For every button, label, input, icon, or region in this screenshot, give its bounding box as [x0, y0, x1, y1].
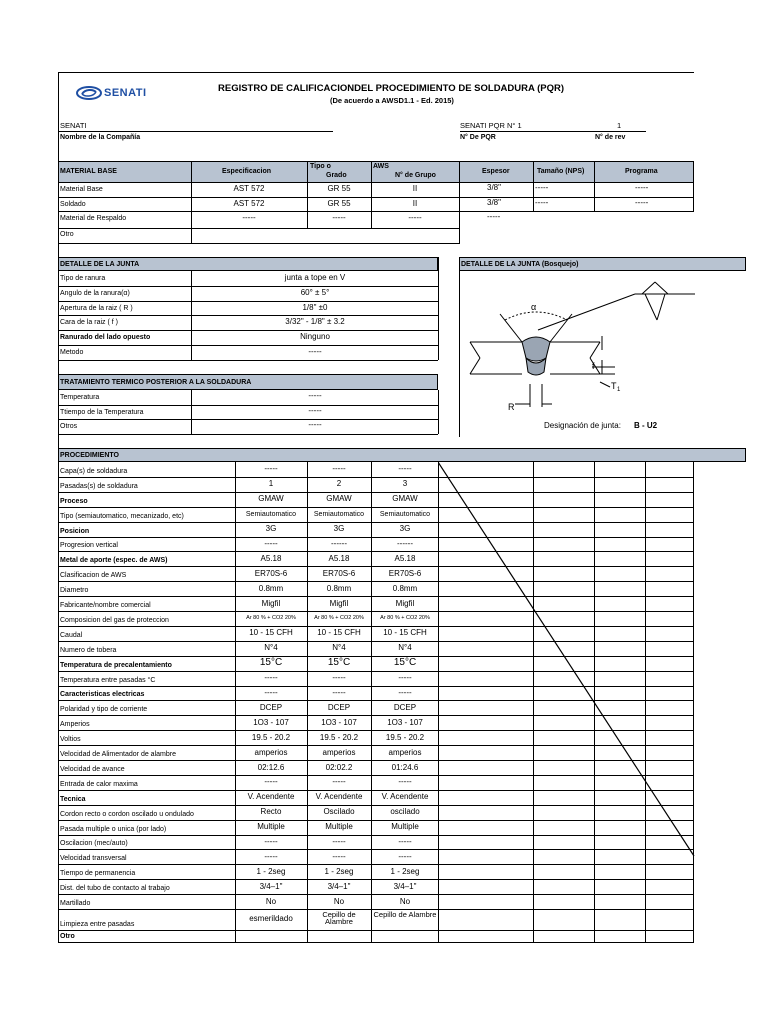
procedure-value: A5.18: [260, 554, 282, 563]
procedure-value: -----: [398, 673, 412, 682]
procedure-value: -----: [264, 777, 278, 786]
procedure-value: Migfil: [261, 599, 281, 608]
designation-label: Designación de junta:: [544, 421, 621, 430]
material-grade: GR 55: [327, 199, 351, 208]
aws-header-2: N° de Grupo: [395, 172, 436, 179]
procedure-value: amperios: [388, 748, 422, 757]
pwht-row-value: -----: [308, 406, 322, 415]
procedure-value: Cepillo de Alambre: [373, 910, 437, 919]
procedure-value: -----: [332, 777, 346, 786]
procedure-value: Semiautomatico: [245, 511, 297, 518]
joint-row-label: Angulo de la ranura(α): [60, 290, 130, 297]
procedure-value: ER70S-6: [254, 569, 288, 578]
procedure-row-label: Voltios: [60, 736, 81, 743]
procedure-row-label: Diametro: [60, 587, 89, 594]
procedure-value: No: [399, 897, 411, 906]
material-nps: -----: [535, 183, 549, 192]
procedure-value: Multiple: [391, 822, 419, 831]
procedure-value: 19.5 - 20.2: [385, 733, 425, 742]
pwht-row-line: [58, 405, 438, 406]
procedure-value: GMAW: [392, 494, 418, 503]
procedure-value: N°4: [398, 643, 412, 652]
joint-row-value: -----: [308, 347, 322, 356]
procedure-value: 15°C: [393, 657, 417, 668]
procedure-row-label: Numero de tobera: [60, 647, 117, 654]
procedure-row-label: Proceso: [60, 498, 88, 505]
procedure-value: DCEP: [393, 703, 417, 712]
procedure-value: -----: [264, 852, 278, 861]
sketch-r: R: [508, 402, 515, 412]
company-value: SENATI: [60, 121, 87, 130]
joint-row-line: [58, 301, 438, 302]
material-group: -----: [408, 213, 422, 222]
procedure-value: Cepillo de Alambre: [322, 910, 356, 927]
procedure-value: -----: [332, 837, 346, 846]
procedure-value: 1 - 2seg: [256, 867, 286, 876]
senati-logo-icon: [76, 86, 102, 100]
procedure-value: -----: [398, 777, 412, 786]
procedure-value: 1 - 2seg: [390, 867, 420, 876]
pwht-row-label: Otros: [60, 423, 78, 430]
procedure-value: 1O3 - 107: [387, 718, 423, 727]
procedure-value: Oscilado: [323, 807, 355, 816]
pwht-row-value: -----: [308, 391, 322, 400]
procedure-value: 02:12.6: [257, 763, 285, 772]
grade-header-1: Tipo o: [310, 163, 331, 170]
material-row-label: Material Base: [60, 186, 103, 193]
material-spec: AST 572: [233, 199, 265, 208]
joint-sketch: [460, 272, 700, 422]
procedure-row-line: [58, 879, 694, 880]
procedure-value: ------: [397, 539, 413, 548]
pqr-label: N° De PQR: [460, 134, 496, 141]
procedure-value: V. Acendente: [381, 792, 429, 801]
procedure-row-label: Progresion vertical: [60, 542, 118, 549]
procedure-value: V. Acendente: [247, 792, 295, 801]
procedure-row-label: Velocidad de avance: [60, 766, 125, 773]
procedure-row-line: [58, 930, 694, 931]
procedure-row-label: Capa(s) de soldadura: [60, 468, 128, 475]
procedure-value: 0.8mm: [258, 584, 284, 593]
designation-value: B - U2: [634, 421, 658, 430]
procedure-row-label: Caudal: [60, 632, 83, 639]
procedure-value: 2: [336, 479, 342, 488]
procedure-value: -----: [332, 464, 346, 473]
grade-header-2: Grado: [326, 172, 347, 179]
procedure-value: -----: [332, 688, 346, 697]
procedure-row-label: Polaridad y tipo de corriente: [60, 706, 148, 713]
procedure-value: -----: [332, 673, 346, 682]
procedure-value: 0.8mm: [392, 584, 418, 593]
procedure-value: 19.5 - 20.2: [319, 733, 359, 742]
procedure-row-label: Amperios: [60, 721, 90, 728]
joint-row-line: [58, 315, 438, 316]
procedure-value: -----: [264, 673, 278, 682]
procedure-row-label: Velocidad transversal: [60, 855, 127, 862]
sketch-t: T: [611, 381, 617, 391]
pwht-row-value: -----: [308, 420, 322, 429]
procedure-value: Ar 80 % + CO2 20%: [314, 615, 364, 621]
procedure-value: N°4: [264, 643, 278, 652]
material-spec: -----: [242, 213, 256, 222]
procedure-row-label: Tecnica: [60, 796, 86, 803]
procedure-row-label: Otro: [60, 933, 75, 940]
procedure-value: 3/4–1": [393, 882, 417, 891]
procedure-row-label: Tiempo de permanencia: [60, 870, 136, 877]
procedure-value: N°4: [332, 643, 346, 652]
joint-row-value: 60° ± 5°: [300, 288, 330, 297]
joint-row-line: [58, 360, 438, 361]
procedure-row-label: Temperatura entre pasadas °C: [60, 677, 156, 684]
procedure-value: 1O3 - 107: [253, 718, 289, 727]
page-subtitle: (De acuerdo a AWSD1.1 - Ed. 2015): [330, 96, 454, 105]
procedure-value: V. Acendente: [315, 792, 363, 801]
procedure-row-label: Metal de aporte (espec. de AWS): [60, 557, 168, 564]
procedure-value: 0.8mm: [326, 584, 352, 593]
procedure-value: Migfil: [329, 599, 349, 608]
program-header: Programa: [625, 168, 658, 175]
material-nps: -----: [535, 198, 549, 207]
procedure-row-label: Composicion del gas de proteccion: [60, 617, 169, 624]
procedure-row-line: [58, 864, 694, 865]
procedure-value: 19.5 - 20.2: [251, 733, 291, 742]
procedure-value: ER70S-6: [388, 569, 422, 578]
procedure-value: -----: [398, 464, 412, 473]
sketch-t-sub: 1: [617, 387, 621, 393]
procedure-row-label: Oscilacion (mec/auto): [60, 840, 128, 847]
procedure-value: -----: [264, 688, 278, 697]
joint-row-line: [58, 286, 438, 287]
procedure-value: Semiautomatico: [379, 511, 431, 518]
procedure-value: -----: [264, 837, 278, 846]
procedure-value: 1: [268, 479, 274, 488]
procedure-row-label: Velocidad de Alimentador de alambre: [60, 751, 176, 758]
procedure-value: 3/4–1": [259, 882, 283, 891]
procedure-row-label: Limpieza entre pasadas: [60, 921, 135, 928]
procedure-value: oscilado: [390, 807, 420, 816]
procedure-row-label: Caracteristicas electricas: [60, 691, 145, 698]
material-group: II: [412, 184, 418, 193]
pwht-row-line: [58, 419, 438, 420]
procedure-section-title: PROCEDIMIENTO: [60, 452, 119, 459]
procedure-row-label: Tipo (semiautomatico, mecanizado, etc): [60, 513, 184, 520]
procedure-value: Semiautomatico: [313, 511, 365, 518]
procedure-row-label: Pasadas(s) de soldadura: [60, 483, 138, 490]
pwht-section-title: TRATAMIENTO TERMICO POSTERIOR A LA SOLDADURA: [60, 379, 252, 386]
procedure-value: A5.18: [328, 554, 350, 563]
procedure-value: 1 - 2seg: [324, 867, 354, 876]
aws-header-1: AWS: [373, 163, 389, 170]
material-program: -----: [635, 183, 649, 192]
procedure-row-label: Entrada de calor maxima: [60, 781, 138, 788]
joint-row-label: Metodo: [60, 349, 84, 356]
procedure-value: A5.18: [394, 554, 416, 563]
procedure-value: amperios: [322, 748, 356, 757]
procedure-value: -----: [398, 688, 412, 697]
pwht-row-label: Temperatura: [60, 394, 100, 401]
joint-row-value: 1/8" ±0: [302, 303, 328, 312]
procedure-value: -----: [332, 852, 346, 861]
procedure-value: GMAW: [326, 494, 352, 503]
page-title: REGISTRO DE CALIFICACIONDEL PROCEDIMIENTO DE SOLDADURA (PQR): [218, 83, 565, 94]
procedure-value: 3G: [333, 524, 345, 533]
procedure-value: esmerildado: [249, 914, 293, 923]
material-row-label: Otro: [60, 231, 74, 238]
procedure-value: 3/4–1": [327, 882, 351, 891]
procedure-value: -----: [264, 539, 278, 548]
joint-row-value: Ninguno: [300, 332, 330, 341]
procedure-value: -----: [264, 464, 278, 473]
procedure-value: No: [333, 897, 345, 906]
thickness-header: Espesor: [482, 168, 510, 175]
material-spec: AST 572: [233, 184, 265, 193]
company-label: Nombre de la Compañía: [60, 134, 141, 141]
procedure-row-label: Temperatura de precalentamiento: [60, 662, 172, 669]
material-thickness: -----: [487, 212, 501, 221]
procedure-value: GMAW: [258, 494, 284, 503]
logo-text: SENATI: [104, 87, 147, 99]
procedure-value: -----: [398, 852, 412, 861]
procedure-value: Multiple: [257, 822, 285, 831]
procedure-value: 3: [402, 479, 408, 488]
sketch-section-title: DETALLE DE LA JUNTA (Bosquejo): [461, 261, 579, 268]
nps-header: Tamaño (NPS): [537, 168, 585, 175]
joint-row-line: [58, 330, 438, 331]
procedure-value: Multiple: [325, 822, 353, 831]
procedure-value: Ar 80 % + CO2 20%: [246, 615, 296, 621]
spec-header: Especificacion: [222, 168, 272, 175]
procedure-value: ER70S-6: [322, 569, 356, 578]
procedure-value: DCEP: [259, 703, 283, 712]
procedure-value: 10 - 15 CFH: [383, 628, 427, 637]
material-group: II: [412, 199, 418, 208]
procedure-value: 3G: [399, 524, 411, 533]
joint-row-value: 3/32" - 1/8" ± 3.2: [285, 317, 345, 326]
material-thickness: 3/8": [487, 183, 501, 192]
sketch-alpha: α: [531, 302, 537, 312]
procedure-row-label: Fabricante/nombre comercial: [60, 602, 151, 609]
material-grade: -----: [332, 213, 346, 222]
joint-row-line: [58, 345, 438, 346]
procedure-row-label: Dist. del tubo de contacto al trabajo: [60, 885, 170, 892]
joint-row-label: Cara de la raiz ( f ): [60, 319, 118, 326]
joint-row-label: Apertura de la raiz ( R ): [60, 305, 133, 312]
procedure-diagonal: [438, 462, 698, 862]
procedure-value: 10 - 15 CFH: [317, 628, 361, 637]
material-row-label: Material de Respaldo: [60, 215, 127, 222]
procedure-value: ------: [331, 539, 347, 548]
procedure-row-label: Cordon recto o cordon oscilado u ondulado: [60, 811, 194, 818]
procedure-row-line: [58, 942, 694, 943]
joint-row-value: junta a tope en V: [284, 273, 346, 282]
pwht-row-label: Ttiempo de la Temperatura: [60, 409, 144, 416]
procedure-value: Ar 80 % + CO2 20%: [380, 615, 430, 621]
procedure-row-label: Pasada multiple o unica (por lado): [60, 826, 167, 833]
procedure-value: amperios: [254, 748, 288, 757]
material-thickness: 3/8": [487, 198, 501, 207]
procedure-value: 3G: [265, 524, 277, 533]
senati-logo: [76, 86, 166, 100]
procedure-row-label: Martillado: [60, 900, 91, 907]
pqr-number-label: SENATI PQR N° 1: [460, 121, 522, 130]
joint-row-label: Ranurado del lado opuesto: [60, 334, 151, 341]
sketch-f: f: [592, 361, 595, 371]
material-program: -----: [635, 198, 649, 207]
procedure-row-label: Clasificacion de AWS: [60, 572, 127, 579]
material-row-label: Soldado: [60, 201, 86, 208]
revision-label: N° de rev: [595, 134, 626, 141]
material-header-label: MATERIAL BASE: [60, 168, 117, 175]
revision-value: 1: [617, 121, 622, 130]
pwht-row-line: [58, 434, 438, 435]
procedure-value: DCEP: [327, 703, 351, 712]
procedure-value: 15°C: [327, 657, 351, 668]
procedure-value: Recto: [260, 807, 282, 816]
procedure-row-line: [58, 894, 694, 895]
procedure-value: No: [265, 897, 277, 906]
procedure-header: [58, 448, 746, 462]
procedure-value: 02:02.2: [325, 763, 353, 772]
procedure-value: 01:24.6: [391, 763, 419, 772]
procedure-row-label: Posicion: [60, 528, 90, 535]
joint-row-label: Tipo de ranura: [60, 275, 106, 282]
procedure-value: -----: [398, 837, 412, 846]
procedure-value: Migfil: [395, 599, 415, 608]
material-grade: GR 55: [327, 184, 351, 193]
procedure-value: 10 - 15 CFH: [249, 628, 293, 637]
procedure-value: 1O3 - 107: [321, 718, 357, 727]
joint-section-title: DETALLE DE LA JUNTA: [60, 261, 140, 268]
procedure-value: 15°C: [259, 657, 283, 668]
